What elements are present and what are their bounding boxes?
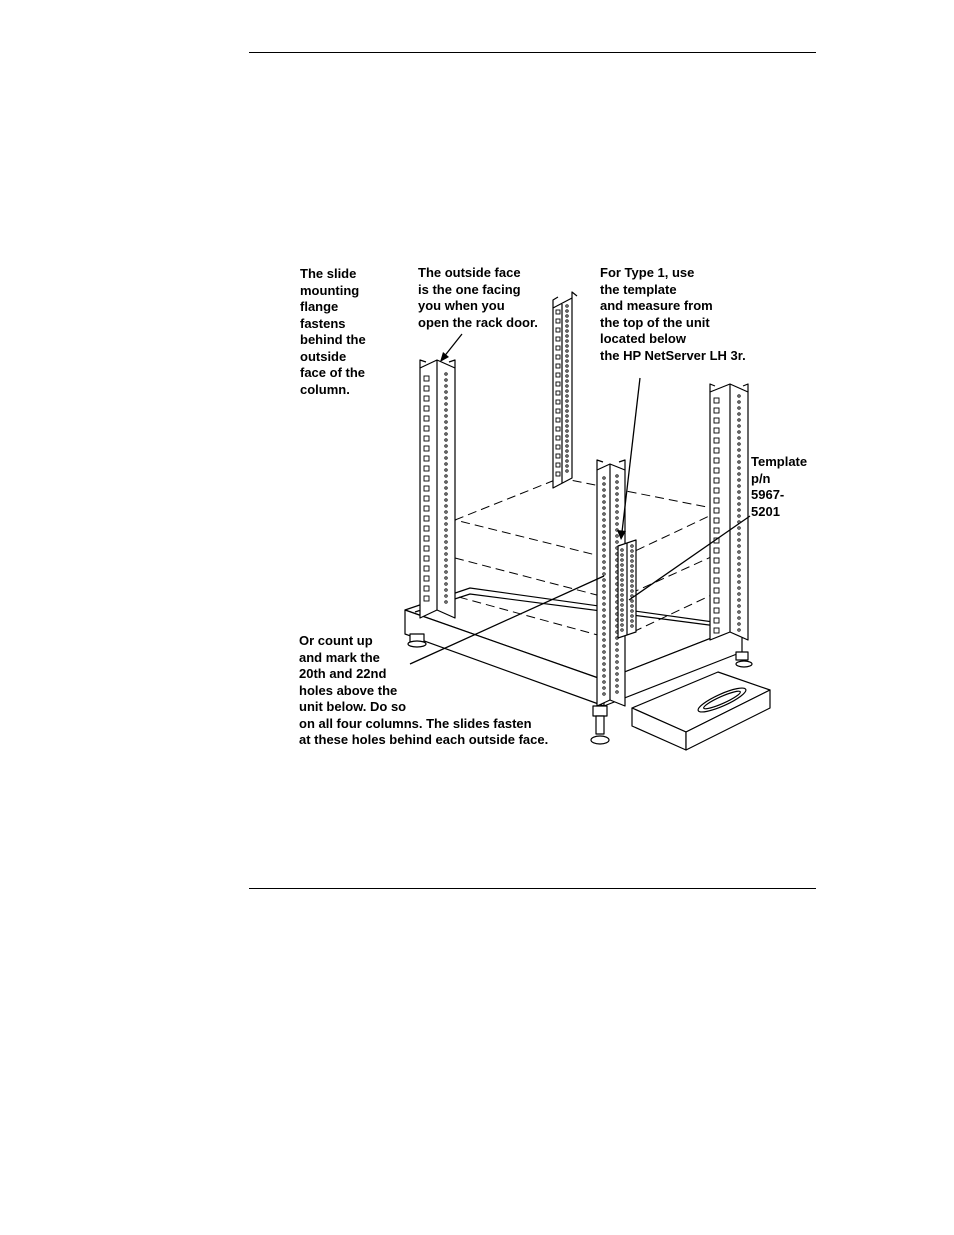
- callout-line: The slide: [300, 266, 357, 281]
- callout-template-pn: [751, 454, 807, 520]
- callout-line: at these holes behind each outside face.: [299, 732, 549, 747]
- callout-line: column.: [300, 381, 350, 397]
- callout-line: located below: [600, 331, 686, 346]
- callout-line: behind the: [300, 332, 366, 347]
- callout-line: and measure from: [600, 298, 713, 313]
- callout-line: face of the: [300, 365, 366, 380]
- callout-line: the template: [600, 281, 677, 297]
- callout-line: the top of the unit: [600, 314, 710, 330]
- callout-line: p/n: [751, 470, 771, 486]
- callout-line: 5967-: [751, 487, 785, 502]
- callout-type1-template: [600, 265, 746, 364]
- callout-line: and mark the: [299, 649, 380, 665]
- callout-line: holes above the: [299, 682, 398, 698]
- callout-line: flange: [300, 299, 339, 314]
- callout-line: unit below. Do so: [299, 699, 407, 714]
- callout-count-holes: [299, 633, 548, 749]
- callout-line: Template: [751, 454, 808, 469]
- callout-line: fastens: [300, 315, 346, 331]
- back-left-column: [553, 292, 577, 488]
- callout-line: 20th and 22nd: [299, 666, 387, 681]
- callout-line: mounting: [300, 282, 360, 298]
- callout-line: For Type 1, use: [600, 265, 695, 280]
- callout-line: 5201: [751, 503, 780, 519]
- callout-line: open the rack door.: [418, 314, 538, 330]
- callout-slide-flange: [300, 266, 366, 398]
- callout-line: The outside face: [418, 265, 521, 280]
- footer-rule: [249, 888, 816, 889]
- back-right-column: [710, 384, 748, 640]
- callout-outside-face: [418, 265, 538, 331]
- callout-line: on all four columns. The slides fasten: [299, 715, 532, 731]
- callout-line: you when you: [418, 298, 505, 313]
- callout-line: outside: [300, 348, 347, 364]
- callout-line: is the one facing: [418, 281, 521, 297]
- callout-line: the HP NetServer LH 3r.: [600, 347, 746, 363]
- front-left-column: [420, 360, 455, 618]
- callout-line: Or count up: [299, 633, 373, 648]
